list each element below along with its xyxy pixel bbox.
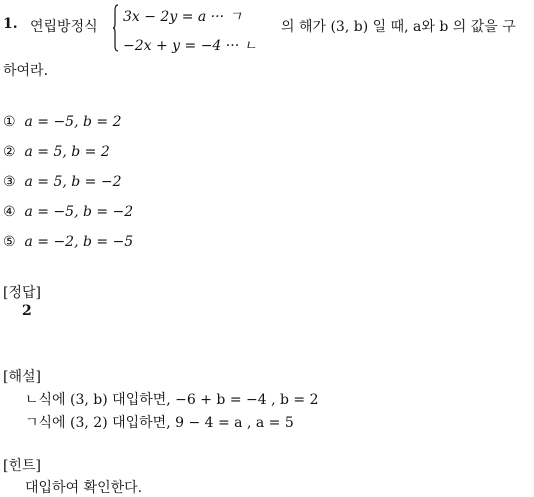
- option-text: a = 5, b = 2: [24, 144, 110, 160]
- answer-value: 2: [22, 303, 32, 319]
- explanation-label: [해설]: [3, 369, 41, 385]
- equation-2: −2x + y = −4 ··· ㄴ: [123, 38, 258, 54]
- option-text: a = 5, b = −2: [24, 174, 122, 190]
- option-marker: ①: [3, 114, 16, 130]
- question-stem-prefix: 연립방정식: [30, 19, 98, 35]
- option-text: a = −2, b = −5: [24, 234, 134, 250]
- system-brace: [113, 4, 119, 52]
- explanation-line-2: ㄱ식에 (3, 2) 대입하면, 9 − 4 = a , a = 5: [25, 415, 294, 431]
- answer-label: [정답]: [3, 285, 41, 301]
- option-marker: ②: [3, 144, 16, 160]
- hint-label: [힌트]: [3, 458, 41, 474]
- hint-text: 대입하여 확인한다.: [25, 480, 143, 496]
- option-marker: ③: [3, 174, 16, 190]
- option-3[interactable]: [3, 174, 121, 190]
- option-1[interactable]: [3, 114, 121, 130]
- question-stem-suffix: 의 해가 (3, b) 일 때, a와 b 의 값을 구: [281, 19, 516, 35]
- option-marker: ⑤: [3, 234, 16, 250]
- equation-1: 3x − 2y = a ··· ㄱ: [123, 9, 243, 25]
- question-number: 1.: [3, 16, 18, 32]
- option-2[interactable]: [3, 144, 110, 160]
- question-stem-line2: 하여라.: [3, 63, 49, 79]
- option-text: a = −5, b = −2: [24, 204, 134, 220]
- option-marker: ④: [3, 204, 16, 220]
- option-5[interactable]: [3, 234, 133, 250]
- explanation-line-1: ㄴ식에 (3, b) 대입하면, −6 + b = −4 , b = 2: [25, 392, 319, 408]
- option-4[interactable]: [3, 204, 133, 220]
- option-text: a = −5, b = 2: [24, 114, 122, 130]
